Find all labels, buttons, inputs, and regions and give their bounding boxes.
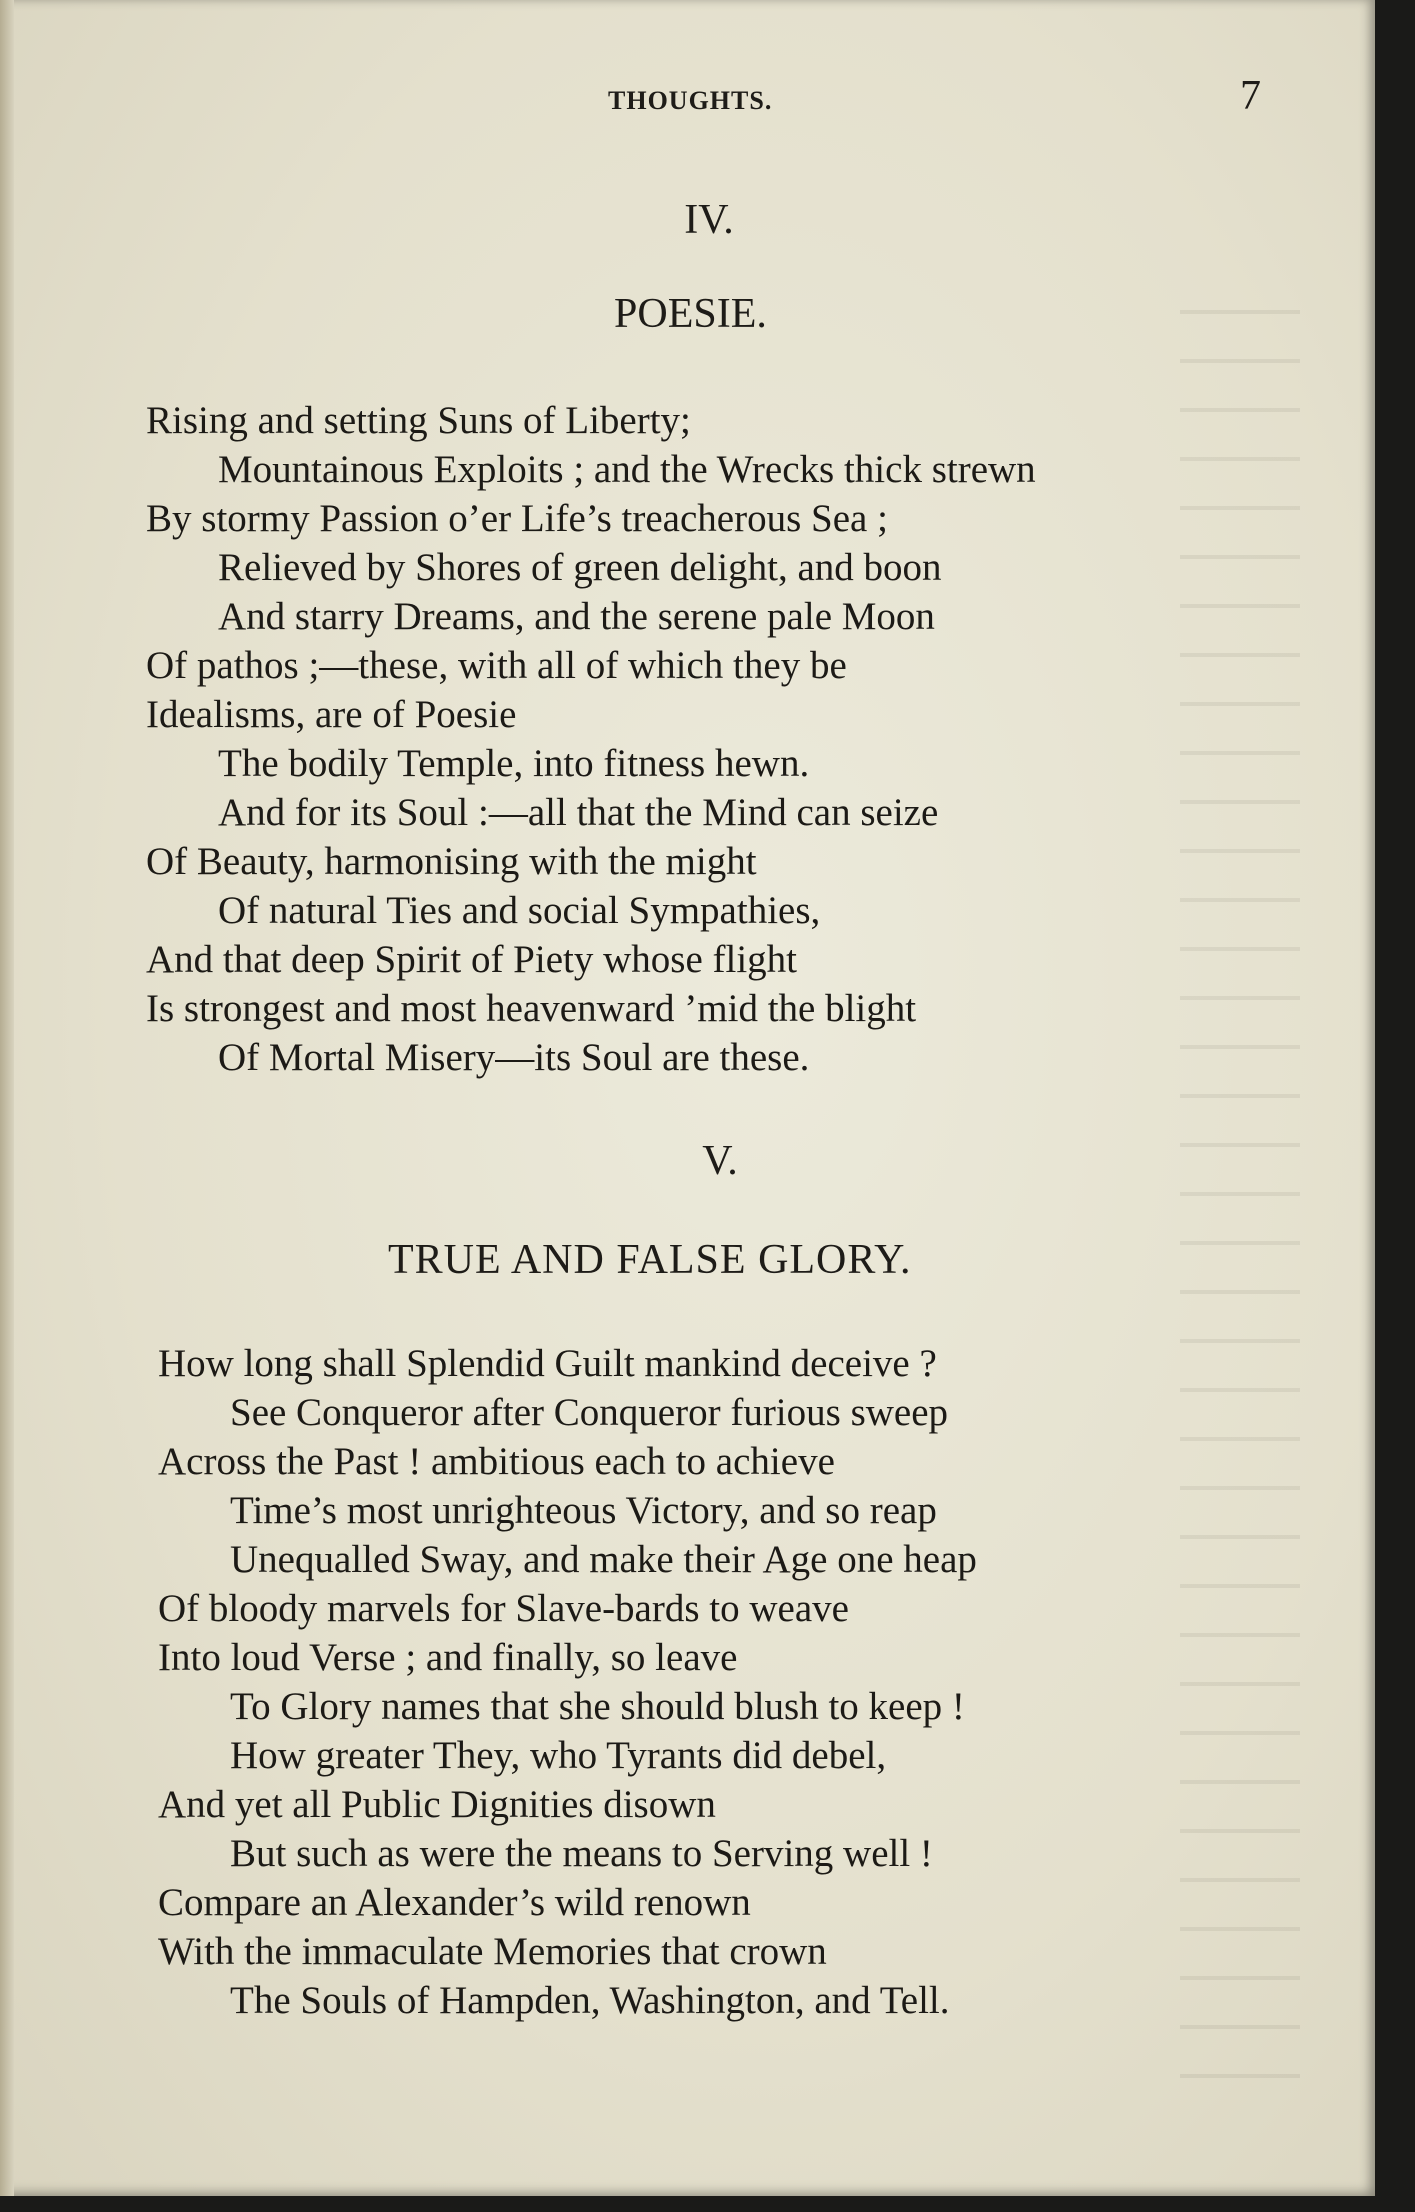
page-gutter: [0, 0, 14, 2196]
poem-line: How greater They, who Tyrants did debel,: [230, 1734, 887, 1777]
poem-stanza: [146, 396, 1036, 1082]
section-title: POESIE.: [614, 291, 767, 337]
poem-stanza: [158, 1339, 977, 2025]
section-numeral: V.: [702, 1138, 738, 1184]
poem-line: Idealisms, are of Poesie: [146, 693, 517, 736]
show-through-text: [1180, 280, 1300, 2080]
poem-line: Compare an Alexander’s wild renown: [158, 1881, 751, 1924]
poem-line: See Conqueror after Conqueror furious sweep: [230, 1391, 949, 1434]
poem-line: Of Beauty, harmonising with the might: [146, 840, 757, 883]
poem-line: Of Mortal Misery—its Soul are these.: [218, 1036, 810, 1079]
poem-line: To Glory names that she should blush to keep !: [230, 1685, 965, 1728]
poem-line: But such as were the means to Serving well !: [230, 1832, 933, 1875]
poem-line: Is strongest and most heavenward ’mid the blight: [146, 987, 917, 1030]
poem-line: Mountainous Exploits ; and the Wrecks thick strewn: [218, 448, 1036, 491]
poem-line: Of natural Ties and social Sympathies,: [218, 889, 821, 932]
section-numeral: IV.: [684, 197, 734, 243]
poem-line: And for its Soul :—all that the Mind can seize: [218, 791, 939, 834]
poem-line: How long shall Splendid Guilt mankind deceive ?: [158, 1342, 937, 1385]
poem-line: And yet all Public Dignities disown: [158, 1783, 716, 1826]
poem-line: Across the Past ! ambitious each to achieve: [158, 1440, 835, 1483]
poem-line: Of pathos ;—these, with all of which they be: [146, 644, 847, 687]
poem-line: With the immaculate Memories that crown: [158, 1930, 827, 1973]
poem-line: The bodily Temple, into fitness hewn.: [218, 742, 810, 785]
poem-line: Unequalled Sway, and make their Age one heap: [230, 1538, 977, 1581]
page-number: 7: [1240, 73, 1261, 119]
poem-line: By stormy Passion o’er Life’s treacherous Sea ;: [146, 497, 888, 540]
poem-line: And starry Dreams, and the serene pale Moon: [218, 595, 935, 638]
section-title: TRUE AND FALSE GLORY.: [388, 1237, 912, 1283]
running-title: THOUGHTS.: [608, 86, 773, 115]
poem-line: Relieved by Shores of green delight, and boon: [218, 546, 942, 589]
poem-line: Into loud Verse ; and finally, so leave: [158, 1636, 738, 1679]
poem-line: Of bloody marvels for Slave-bards to weave: [158, 1587, 849, 1630]
poem-line: Time’s most unrighteous Victory, and so reap: [230, 1489, 937, 1532]
poem-line: The Souls of Hampden, Washington, and Tell.: [230, 1979, 950, 2022]
poem-line: Rising and setting Suns of Liberty;: [146, 399, 691, 442]
poem-line: And that deep Spirit of Piety whose flight: [146, 938, 798, 981]
